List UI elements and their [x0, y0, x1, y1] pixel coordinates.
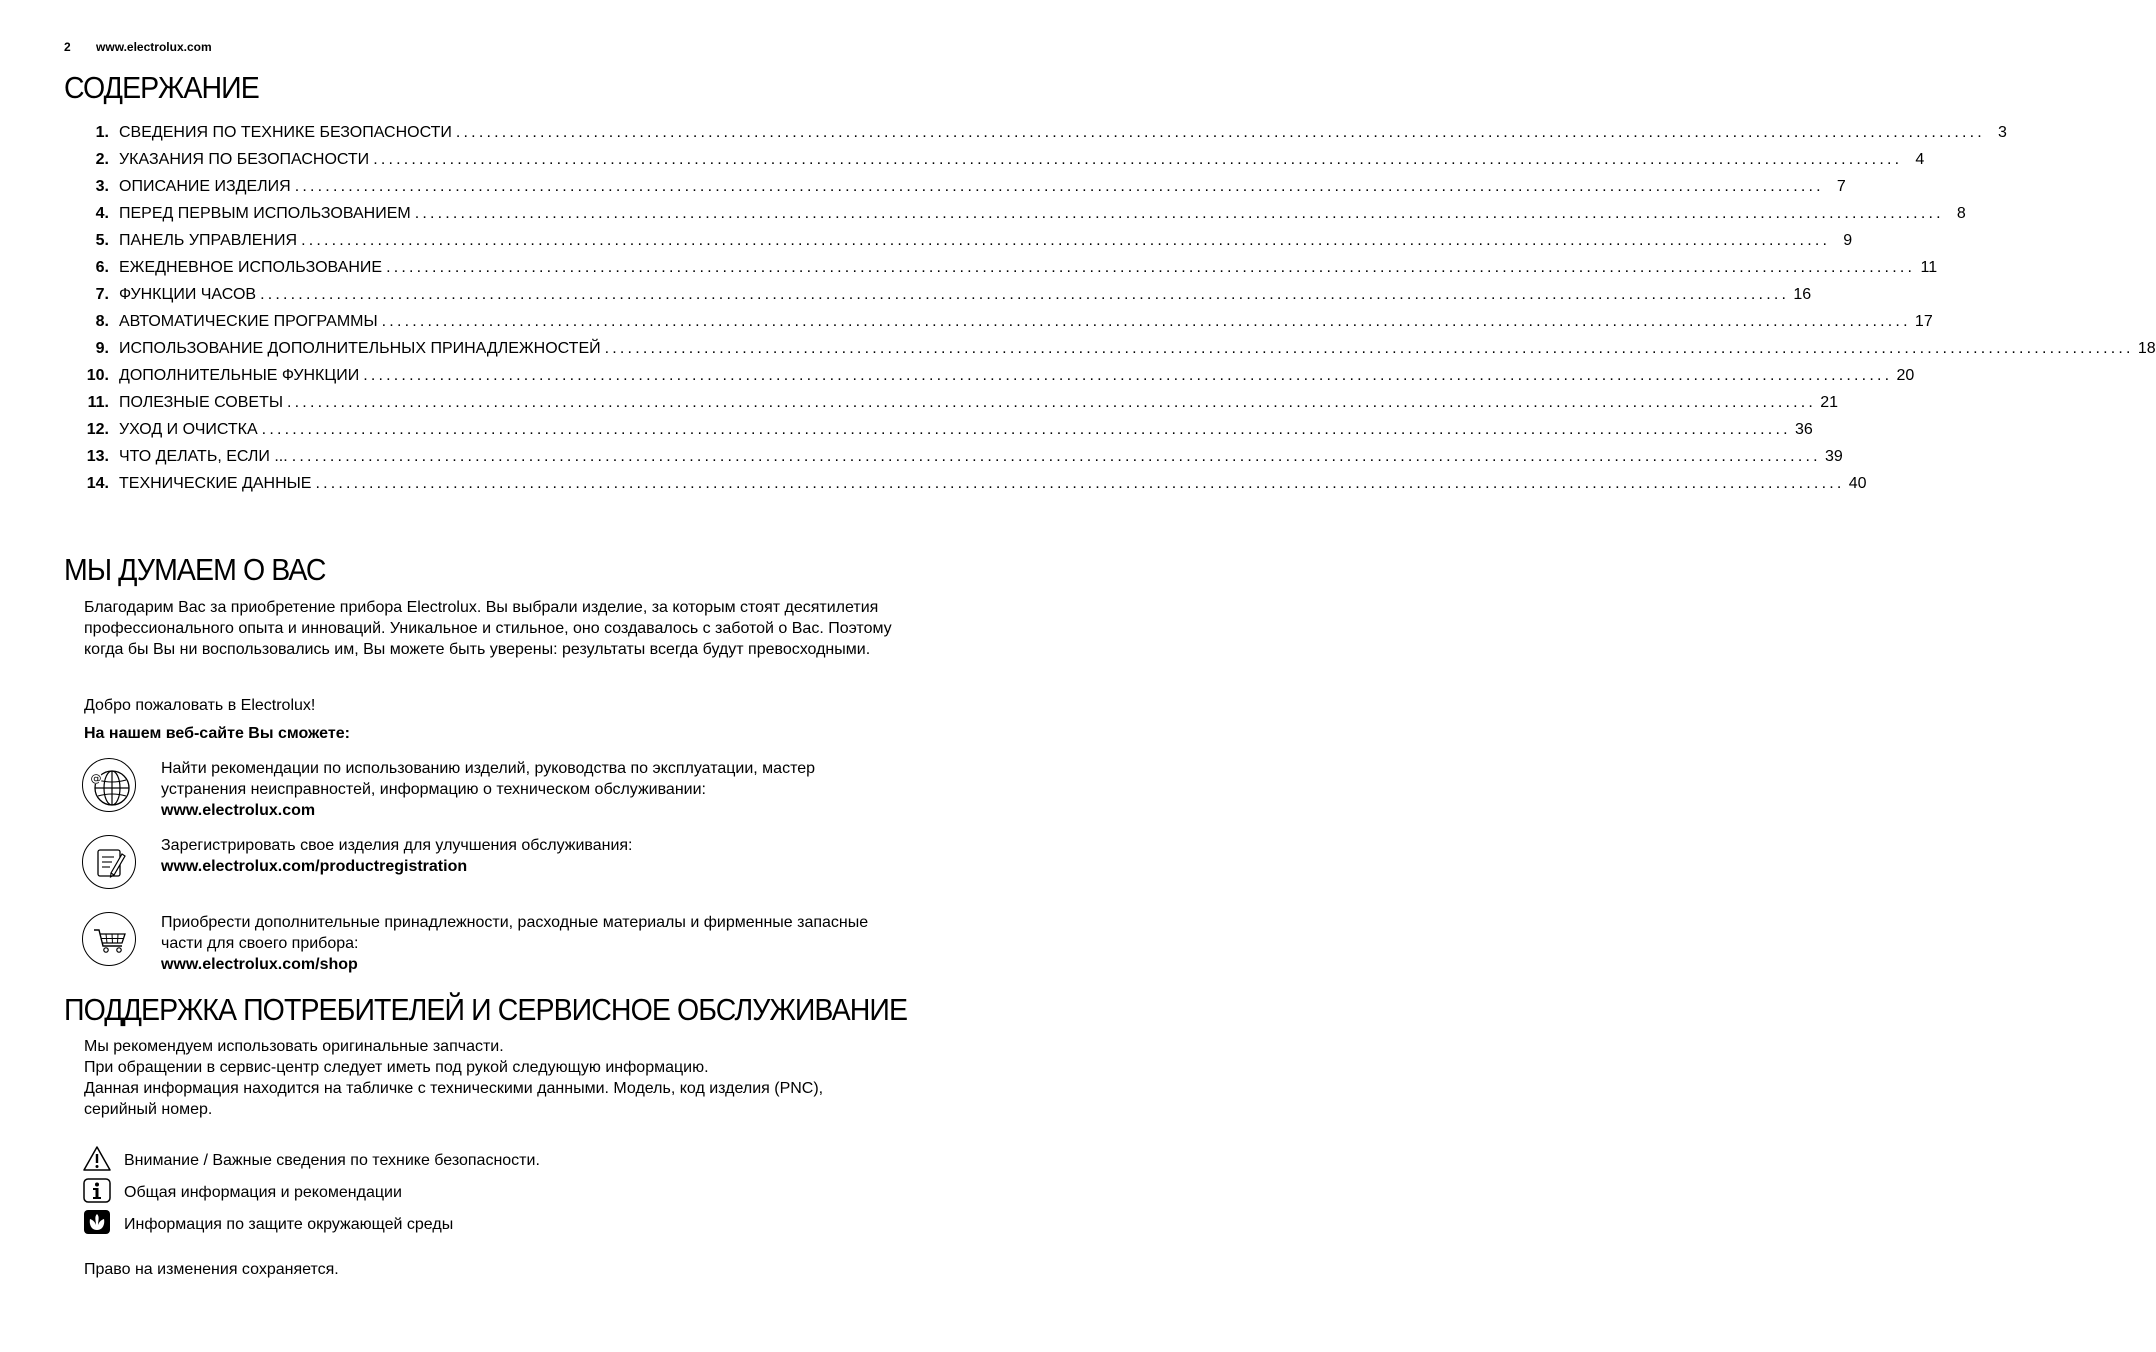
toc-item[interactable] [84, 394, 1839, 421]
toc-number: 3. [95, 178, 109, 195]
toc-leader: ........................................................................................................................................................................................................ [261, 421, 1791, 438]
toc-number: 7. [95, 286, 109, 303]
toc-number: 8. [95, 313, 109, 330]
toc-number: 14. [86, 475, 109, 492]
toc-leader: ........................................................................................................................................................................................................ [604, 340, 2134, 357]
toc-page: 11 [1920, 259, 1938, 276]
toc-item[interactable] [84, 205, 1966, 232]
toc-page: 7 [1836, 178, 1846, 195]
globe-icon [82, 758, 136, 812]
welcome-text: Добро пожаловать в Electrolux! [84, 697, 316, 714]
toc-number: 13. [86, 448, 109, 465]
toc-item[interactable] [84, 313, 1933, 340]
website-link-registration[interactable]: www.electrolux.com/productregistration [161, 858, 468, 875]
toc-title: ТЕХНИЧЕСКИЕ ДАННЫЕ [119, 475, 312, 492]
toc-leader: ........................................................................................................................................................................................................ [294, 178, 1824, 195]
svg-text:@: @ [90, 772, 102, 785]
toc-item[interactable] [84, 421, 1813, 448]
toc-item[interactable] [84, 448, 1843, 475]
page-number: 2 [64, 40, 71, 54]
toc-title: ПАНЕЛЬ УПРАВЛЕНИЯ [119, 232, 298, 249]
website-item-text [161, 758, 901, 821]
toc-leader: ........................................................................................................................................................................................................ [315, 475, 1845, 492]
toc-leader: ........................................................................................................................................................................................................ [386, 259, 1916, 276]
toc-leader: ........................................................................................................................................................................................................ [455, 124, 1985, 141]
support-line: Данная информация находится на табличке с техническими данными. Модель, код изделия (PNC), серийный номер. [84, 1080, 824, 1118]
toc-number: 6. [95, 259, 109, 276]
toc-number: 5. [95, 232, 109, 249]
toc-number: 12. [86, 421, 109, 438]
website-item-registration [82, 835, 902, 895]
toc-title: ПЕРЕД ПЕРВЫМ ИСПОЛЬЗОВАНИЕМ [119, 205, 411, 222]
toc-number: 2. [95, 151, 109, 168]
support-line: Мы рекомендуем использовать оригинальные запчасти. [84, 1038, 504, 1055]
website-link-main[interactable]: www.electrolux.com [161, 802, 316, 819]
header-site: www.electrolux.com [96, 40, 212, 54]
toc-page: 18 [2137, 340, 2156, 357]
website-item-description: Найти рекомендации по использованию изделий, руководства по эксплуатации, мастер устранения неисправностей, информацию о техническом обслуживании: [161, 760, 816, 798]
website-item-description: Приобрести дополнительные принадлежности, расходные материалы и фирменные запасные части для своего прибора: [161, 914, 869, 952]
toc-number: 4. [95, 205, 109, 222]
toc-title: СВЕДЕНИЯ ПО ТЕХНИКЕ БЕЗОПАСНОСТИ [119, 124, 452, 141]
registration-icon [82, 835, 136, 889]
intro-paragraph: Благодарим Вас за приобретение прибора Electrolux. Вы выбрали изделие, за которым стоят десятилетия профессионального опыта и инноваций. Уникальное и стильное, оно создавалось с заботой о Вас. Поэтому когда бы Вы ни воспользовались им, Вы можете быть уверены: результаты всегда будут превосходными. [84, 599, 892, 658]
toc-leader: ........................................................................................................................................................................................................ [414, 205, 1944, 222]
toc-page: 21 [1820, 394, 1839, 411]
environment-icon [82, 1209, 112, 1237]
toc-page: 17 [1914, 313, 1933, 330]
toc-number: 11. [87, 394, 109, 411]
table-of-contents [84, 124, 2156, 502]
legend-text: Информация по защите окружающей среды [124, 1216, 454, 1233]
support-line: При обращении в сервис-центр следует иметь под рукой следующую информацию. [84, 1059, 709, 1076]
legend-text: Общая информация и рекомендации [124, 1184, 402, 1201]
toc-title: ИСПОЛЬЗОВАНИЕ ДОПОЛНИТЕЛЬНЫХ ПРИНАДЛЕЖНОСТЕЙ [119, 340, 601, 357]
toc-page: 3 [1998, 124, 2007, 141]
contents-title: СОДЕРЖАНИЕ [64, 70, 259, 105]
toc-page: 4 [1915, 151, 1925, 168]
toc-title: ФУНКЦИИ ЧАСОВ [119, 286, 257, 303]
toc-leader: ........................................................................................................................................................................................................ [260, 286, 1790, 303]
toc-page: 16 [1793, 286, 1812, 303]
toc-page: 8 [1956, 205, 1966, 222]
toc-page: 9 [1843, 232, 1853, 249]
info-icon [82, 1177, 112, 1205]
toc-item[interactable] [84, 286, 1812, 313]
toc-item[interactable] [84, 367, 1915, 394]
toc-leader: ........................................................................................................................................................................................................ [301, 232, 1831, 249]
website-item-description: Зарегистрировать свое изделия для улучшения обслуживания: [161, 837, 633, 854]
toc-title: ОПИСАНИЕ ИЗДЕЛИЯ [119, 178, 291, 195]
toc-page: 20 [1896, 367, 1915, 384]
warning-icon [82, 1145, 112, 1173]
website-item-text [161, 912, 901, 975]
toc-leader: ........................................................................................................................................................................................................ [291, 448, 1821, 465]
toc-item[interactable] [84, 340, 2156, 367]
page-header [64, 40, 212, 54]
thinking-title: МЫ ДУМАЕМ О ВАС [64, 552, 326, 587]
toc-number: 1. [95, 124, 109, 141]
toc-leader: ........................................................................................................................................................................................................ [373, 151, 1903, 168]
support-paragraph [84, 1036, 896, 1120]
footer-note: Право на изменения сохраняется. [84, 1261, 339, 1278]
website-item-text [161, 835, 901, 877]
toc-item[interactable] [84, 232, 1853, 259]
legend-text: Внимание / Важные сведения по технике безопасности. [124, 1152, 540, 1169]
toc-title: ЧТО ДЕЛАТЬ, ЕСЛИ ... [119, 448, 288, 465]
toc-title: АВТОМАТИЧЕСКИЕ ПРОГРАММЫ [119, 313, 378, 330]
toc-number: 10. [86, 367, 109, 384]
website-item-shop [82, 912, 902, 974]
toc-page: 40 [1848, 475, 1867, 492]
toc-title: УКАЗАНИЯ ПО БЕЗОПАСНОСТИ [119, 151, 370, 168]
shopping-cart-icon [82, 912, 136, 966]
toc-leader: ........................................................................................................................................................................................................ [363, 367, 1893, 384]
website-link-shop[interactable]: www.electrolux.com/shop [161, 956, 358, 973]
support-title: ПОДДЕРЖКА ПОТРЕБИТЕЛЕЙ И СЕРВИСНОЕ ОБСЛУЖИВАНИЕ [64, 992, 908, 1027]
toc-title: ПОЛЕЗНЫЕ СОВЕТЫ [119, 394, 284, 411]
toc-title: ЕЖЕДНЕВНОЕ ИСПОЛЬЗОВАНИЕ [119, 259, 383, 276]
toc-page: 36 [1794, 421, 1813, 438]
toc-item[interactable] [84, 124, 2007, 151]
website-heading: На нашем веб-сайте Вы сможете: [84, 725, 350, 742]
toc-number: 9. [95, 340, 109, 357]
toc-leader: ........................................................................................................................................................................................................ [381, 313, 1911, 330]
toc-item[interactable] [84, 475, 1867, 502]
toc-title: ДОПОЛНИТЕЛЬНЫЕ ФУНКЦИИ [119, 367, 360, 384]
toc-item[interactable] [84, 178, 1846, 205]
website-item-support [82, 758, 902, 818]
toc-item[interactable] [84, 151, 1925, 178]
toc-title: УХОД И ОЧИСТКА [119, 421, 258, 438]
toc-leader: ........................................................................................................................................................................................................ [287, 394, 1817, 411]
toc-item[interactable] [84, 259, 1938, 286]
toc-page: 39 [1824, 448, 1843, 465]
